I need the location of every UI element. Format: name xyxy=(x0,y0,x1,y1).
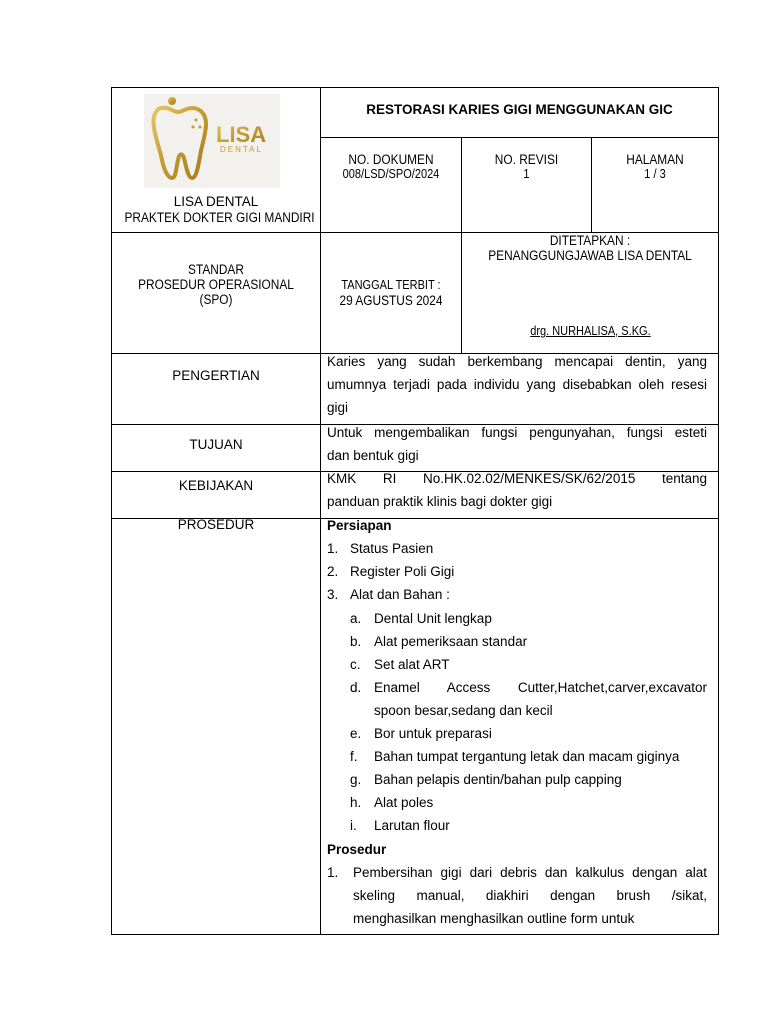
divider xyxy=(320,137,719,138)
sub-list-text: spoon besar,sedang dan kecil xyxy=(374,703,553,718)
pengertian-line: gigi xyxy=(327,400,349,415)
sub-list-item xyxy=(350,676,707,699)
revision-cell xyxy=(462,152,591,182)
established-cell xyxy=(462,233,718,263)
list-number: 2. xyxy=(327,564,339,579)
kebijakan-line: panduan praktik klinis bagi dokter gigi xyxy=(327,494,553,509)
clinic-subtitle: PRAKTEK DOKTER GIGI MANDIRI xyxy=(124,210,315,225)
divider xyxy=(320,87,321,935)
revision-value: 1 xyxy=(523,167,530,181)
sub-list-letter: e. xyxy=(350,726,362,741)
sub-list-text: Enamel Access Cutter,Hatchet,carver,excavator xyxy=(374,680,707,695)
tooth-logo-icon xyxy=(144,94,280,188)
sub-list-text: Bor untuk preparasi xyxy=(374,726,492,741)
clinic-name-block xyxy=(112,194,320,226)
sub-list-item xyxy=(350,814,707,837)
list-text: Status Pasien xyxy=(350,541,434,556)
sub-list-letter: b. xyxy=(350,634,362,649)
list-item xyxy=(327,583,707,606)
tujuan-line: dan bentuk gigi xyxy=(327,448,419,463)
signatory-name: drg. NURHALISA, S.KG. xyxy=(529,324,651,338)
sub-list-text: Set alat ART xyxy=(374,657,450,672)
table-border-top xyxy=(111,87,719,88)
revision-label: NO. REVISI xyxy=(494,152,559,167)
sub-list-item xyxy=(350,745,707,768)
sub-list-text: Bahan tumpat tergantung letak dan macam giginya xyxy=(374,749,680,764)
list-number: 3. xyxy=(327,587,339,602)
sub-list-item xyxy=(350,653,707,676)
sub-list-text: Alat pemeriksaan standar xyxy=(374,634,528,649)
sub-list-letter: h. xyxy=(350,795,362,810)
sub-list-item xyxy=(350,722,707,745)
table-border-bottom xyxy=(111,934,719,935)
sub-list-item xyxy=(350,607,707,630)
list-text: Alat dan Bahan : xyxy=(350,587,450,602)
clinic-logo xyxy=(144,94,280,188)
sub-list-text: Dental Unit lengkap xyxy=(374,611,492,626)
page-value: 1 / 3 xyxy=(644,167,666,181)
tujuan-label: TUJUAN xyxy=(189,437,243,452)
issue-date-value: 29 AGUSTUS 2024 xyxy=(339,293,443,308)
spo-block xyxy=(112,262,320,307)
clinic-name: LISA DENTAL xyxy=(173,194,259,209)
list-number: 1. xyxy=(327,541,339,556)
kebijakan-text xyxy=(327,467,707,513)
kebijakan-label: KEBIJAKAN xyxy=(178,478,254,493)
spo-line2: PROSEDUR OPERASIONAL xyxy=(138,277,294,292)
alat-bahan-list xyxy=(350,607,707,837)
prosedur-label: PROSEDUR xyxy=(177,517,255,532)
persiapan-list xyxy=(327,537,707,606)
sub-list-letter: f. xyxy=(350,749,358,764)
doc-number-cell xyxy=(321,152,461,182)
sub-list-letter: d. xyxy=(350,680,362,695)
signatory-cell xyxy=(462,322,718,340)
sub-list-letter: a. xyxy=(350,611,362,626)
step-line: menghasilkan menghasilkan outline form untuk xyxy=(353,911,635,926)
list-text: Register Poli Gigi xyxy=(350,564,455,579)
doc-number-label: NO. DOKUMEN xyxy=(348,152,434,167)
sub-list-letter: c. xyxy=(350,657,361,672)
table-border-right xyxy=(718,87,719,935)
list-item xyxy=(327,560,707,583)
established-label: DITETAPKAN : xyxy=(549,233,631,248)
issue-date-cell xyxy=(321,278,461,308)
sub-list-item xyxy=(350,768,707,791)
sub-list-item xyxy=(350,699,707,722)
logo-text: LISA xyxy=(216,122,267,147)
sub-list-letter: i. xyxy=(350,818,357,833)
kebijakan-line: KMK RI No.HK.02.02/MENKES/SK/62/2015 tentang xyxy=(327,471,707,486)
sub-list-text: Bahan pelapis dentin/bahan pulp capping xyxy=(374,772,622,787)
sub-list-text: Alat poles xyxy=(374,795,434,810)
tujuan-text xyxy=(327,421,707,467)
pengertian-line: Karies yang sudah berkembang mencapai dentin, yang xyxy=(327,354,707,369)
sub-list-item xyxy=(350,791,707,814)
document-title: RESTORASI KARIES GIGI MENGGUNAKAN GIC xyxy=(366,102,673,117)
step-number: 1. xyxy=(327,865,339,880)
prosedur-steps xyxy=(327,861,707,930)
pengertian-label: PENGERTIAN xyxy=(172,368,260,383)
spo-line1: STANDAR xyxy=(188,262,244,277)
tujuan-line: Untuk mengembalikan fungsi pengunyahan, fungsi esteti xyxy=(327,425,707,440)
page-label: HALAMAN xyxy=(626,152,684,167)
established-by: PENANGGUNGJAWAB LISA DENTAL xyxy=(488,248,692,263)
logo-subtext: DENTAL xyxy=(220,145,263,154)
sub-list-letter: g. xyxy=(350,772,362,787)
sub-list-text: Larutan flour xyxy=(374,818,450,833)
persiapan-heading: Persiapan xyxy=(327,518,392,533)
prosedur-heading: Prosedur xyxy=(327,842,387,857)
page-cell xyxy=(592,152,718,182)
issue-date-label: TANGGAL TERBIT : xyxy=(341,278,441,292)
step-text xyxy=(353,861,707,930)
step-line: skeling manual, diakhiri dengan brush /sikat, xyxy=(353,888,707,903)
pengertian-text xyxy=(327,350,707,419)
spo-line3: (SPO) xyxy=(199,292,233,307)
pengertian-line: umumnya terjadi pada individu yang disebabkan oleh resesi xyxy=(327,377,707,392)
step-line: Pembersihan gigi dari debris dan kalkulus dengan alat xyxy=(353,865,707,880)
sub-list-item xyxy=(350,630,707,653)
list-item xyxy=(327,537,707,560)
doc-number-value: 008/LSD/SPO/2024 xyxy=(342,167,440,181)
